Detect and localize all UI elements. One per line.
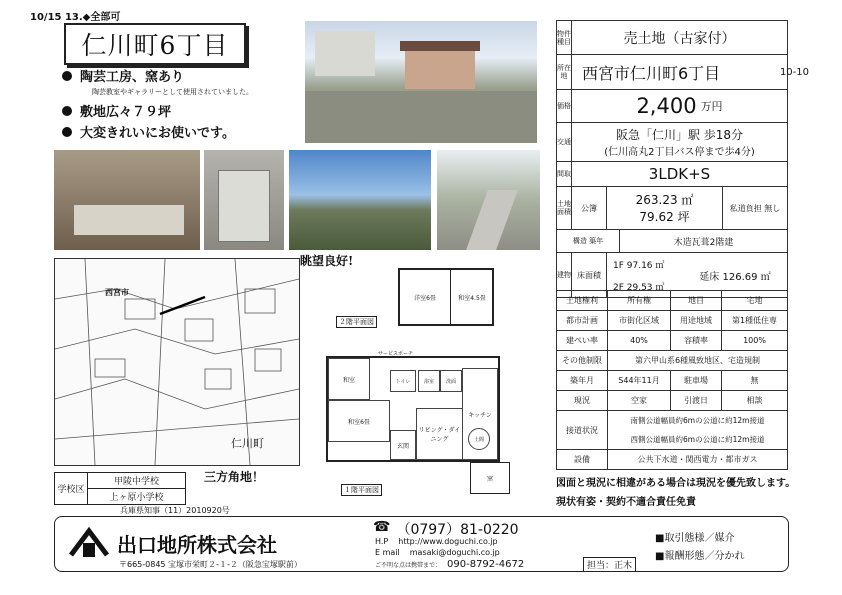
floor1-living: リビング・ダイニング — [416, 408, 463, 460]
land-area-m2: 263.23 ㎡ — [635, 193, 694, 207]
access-bus: (仁川高丸2丁目バス停まで歩4分) — [604, 147, 755, 158]
kiln-room: 窯 — [470, 462, 510, 494]
detail-value: 空家 — [608, 391, 671, 410]
detail-row — [557, 310, 787, 330]
floor2-plan — [398, 268, 494, 326]
detail-value: 公共下水道・関西電力・都市ガス — [637, 455, 758, 464]
roof-shape — [400, 41, 480, 51]
spec-row-type — [557, 21, 787, 55]
price-unit: 万円 — [700, 100, 723, 113]
floor1-earthen-floor: 土間 — [468, 428, 490, 450]
detail-label: 建ぺい率 — [557, 331, 608, 350]
target-arrow — [160, 297, 205, 314]
phone[interactable]: ☎ （0797）81-0220 — [373, 519, 519, 538]
bullet-dot-icon — [62, 127, 72, 137]
private-road-burden: 私道負担 無し — [729, 203, 781, 213]
spec-row-access — [557, 123, 787, 162]
property-address: 西宮市仁川町6丁目 — [582, 63, 721, 83]
total-floor-area: 延床 126.69 ㎡ — [699, 271, 771, 283]
detail-label: 築年月 — [557, 371, 608, 390]
detail-label: 設備 — [557, 450, 608, 469]
corner-lot-photo — [437, 150, 540, 250]
detail-label: 都市計画 — [557, 311, 608, 330]
detail-row — [557, 350, 787, 370]
junior-high-school: 甲陵中学校 — [88, 473, 185, 489]
view-photo — [289, 150, 431, 250]
spec-row-land — [557, 187, 787, 230]
detail-value: 無 — [750, 376, 759, 385]
kiln-photo — [204, 150, 284, 250]
floor2-room-western: 洋室6畳 — [400, 270, 451, 324]
room-layout: 3LDK+S — [648, 165, 711, 183]
detail-label: 現況 — [557, 391, 608, 410]
property-type: 売土地（古家付） — [623, 30, 736, 47]
spec-label-type: 物件種目 — [557, 21, 572, 54]
detail-value: 40% — [608, 331, 671, 350]
broker-license: 兵庫県知事（11）2010920号 — [120, 506, 230, 515]
neighbor-house-shape — [315, 31, 375, 76]
floor2-label: ２階平面図 — [336, 316, 377, 328]
transaction-type: ■取引態様／媒介 — [655, 533, 735, 544]
detail-label: 接道状況 — [557, 411, 608, 449]
spec-row-structure — [557, 230, 787, 253]
bullet-kiln: 陶芸工房、窯あり — [62, 66, 184, 85]
detail-table — [556, 290, 788, 470]
price-value: 2,400 — [636, 94, 697, 118]
floor1-entrance: 玄関 — [390, 430, 416, 460]
floor-area-label: 床面積 — [572, 253, 607, 297]
detail-row — [557, 370, 787, 390]
elementary-school: 上ヶ原小学校 — [109, 493, 164, 503]
land-area-tsubo: 79.62 坪 — [639, 210, 690, 224]
house-shape — [405, 49, 475, 89]
bullet-note: 陶芸教室やギャラリーとして使用されていました。 — [92, 88, 253, 96]
detail-value: S44年11月 — [608, 371, 671, 390]
kiln-shape — [218, 170, 270, 242]
floor1-bath: 浴室 — [418, 370, 440, 392]
detail-value: 宅地 — [746, 296, 763, 305]
spec-row-address — [557, 55, 809, 90]
detail-value: 所有権 — [608, 291, 671, 310]
map-town-label: 仁川町 — [231, 437, 264, 450]
stairs-shape — [466, 190, 518, 250]
floor2-area: 2F 29.53 ㎡ — [613, 282, 665, 293]
detail-value: 相談 — [746, 396, 763, 405]
detail-row — [557, 330, 787, 350]
spec-label-address: 所在地 — [557, 55, 572, 89]
detail-label: 容積率 — [671, 331, 722, 350]
stone-wall-shape — [305, 91, 537, 143]
disclaimer-current-status: 図面と現況に相違がある場合は現況を優先致します。 — [556, 478, 796, 489]
school-district-box — [54, 472, 186, 505]
company-footer — [54, 516, 789, 572]
detail-label: 引渡日 — [671, 391, 722, 410]
access-station: 阪急「仁川」駅 歩18分 — [615, 128, 744, 142]
bullet-dot-icon — [62, 106, 72, 116]
staff-name: 担当：正木 — [583, 557, 636, 572]
detail-label: 土地権利 — [557, 291, 608, 310]
fee-type: ■報酬形態／分かれ — [655, 551, 745, 562]
spec-label-access: 交通 — [557, 123, 572, 161]
lot-number: 10-10 — [779, 67, 809, 78]
bullet-clean: 大変きれいにお使いです。 — [62, 122, 235, 141]
floor1-plan — [326, 351, 500, 462]
spec-label-land: 土地面積 — [557, 187, 572, 229]
floor1-room-japanese: 和室 — [328, 358, 370, 400]
road-access-west: 西側公道幅員約6mの公道に約12m接道 — [630, 435, 765, 444]
floor1-label: １階平面図 — [341, 484, 382, 496]
detail-row — [557, 410, 787, 449]
studio-interior-photo — [54, 150, 200, 250]
detail-label: その他制限 — [557, 351, 608, 370]
detail-row — [557, 390, 787, 410]
view-caption: 眺望良好! — [300, 254, 354, 268]
floor1-kitchen: キッチン — [462, 368, 498, 460]
floor1-room-japanese6: 和室6畳 — [328, 400, 390, 442]
company-name: 出口地所株式会社 — [117, 533, 277, 557]
detail-label: 駐車場 — [671, 371, 722, 390]
floor1-washroom: 洗面 — [440, 370, 462, 392]
phone-icon: ☎ — [373, 519, 391, 535]
detail-row — [557, 449, 787, 469]
mobile[interactable]: ご不明な点は携帯まで： 090-8792-4672 — [375, 559, 525, 570]
company-logo-icon — [69, 527, 109, 559]
structure-label: 構造 築年 — [557, 230, 620, 252]
land-registry-label: 公簿 — [572, 187, 607, 229]
company-address: 〒665-0845 宝塚市栄町２-１-２（阪急宝塚駅前） — [119, 560, 302, 569]
road-access-south: 南側公道幅員約6mの公道に約12m接道 — [630, 416, 765, 425]
page-title: 仁川町6丁目 — [64, 23, 246, 65]
detail-label: 用途地域 — [671, 311, 722, 330]
detail-label: 地目 — [671, 291, 722, 310]
website[interactable]: H.P http://www.doguchi.co.jp — [375, 537, 498, 546]
spec-row-price — [557, 90, 787, 123]
print-date: 10/15 13.◆全部可 — [30, 12, 121, 23]
detail-value: 第六甲山系6種風致地区、宅造規制 — [634, 356, 761, 365]
email[interactable]: E mail masaki@doguchi.co.jp — [375, 548, 500, 557]
map-place-label: 西宮市 — [105, 288, 129, 297]
spec-label-layout: 間取 — [557, 162, 572, 186]
detail-value: 100% — [743, 336, 766, 345]
detail-row — [557, 290, 787, 310]
floor1-service-porch: サービスポーチ — [378, 351, 414, 357]
corner-caption: 三方角地！ — [204, 470, 265, 484]
detail-value: 第1種低住専 — [731, 316, 778, 325]
spec-label-price: 価格 — [557, 90, 572, 122]
bullet-dot-icon — [62, 71, 72, 81]
floor2-room-japanese: 和室4.5畳 — [458, 294, 486, 302]
spec-table — [556, 20, 809, 298]
house-photo — [305, 21, 537, 143]
spec-row-layout — [557, 162, 787, 187]
floor1-toilet: トイレ — [390, 370, 416, 392]
floor1-area: 1F 97.16 ㎡ — [613, 260, 665, 271]
disclaimer-as-is: 現状有姿・契約不適合責任免責 — [556, 497, 696, 508]
shelf-shape — [74, 205, 184, 235]
bullet-land: 敷地広々７９坪 — [62, 101, 171, 120]
spec-label-building: 建物 — [557, 253, 572, 297]
building-structure: 木造瓦葺2階建 — [673, 237, 734, 248]
school-label: 学校区 — [55, 473, 88, 504]
detail-value: 市街化区域 — [608, 311, 671, 330]
area-map — [54, 258, 300, 466]
